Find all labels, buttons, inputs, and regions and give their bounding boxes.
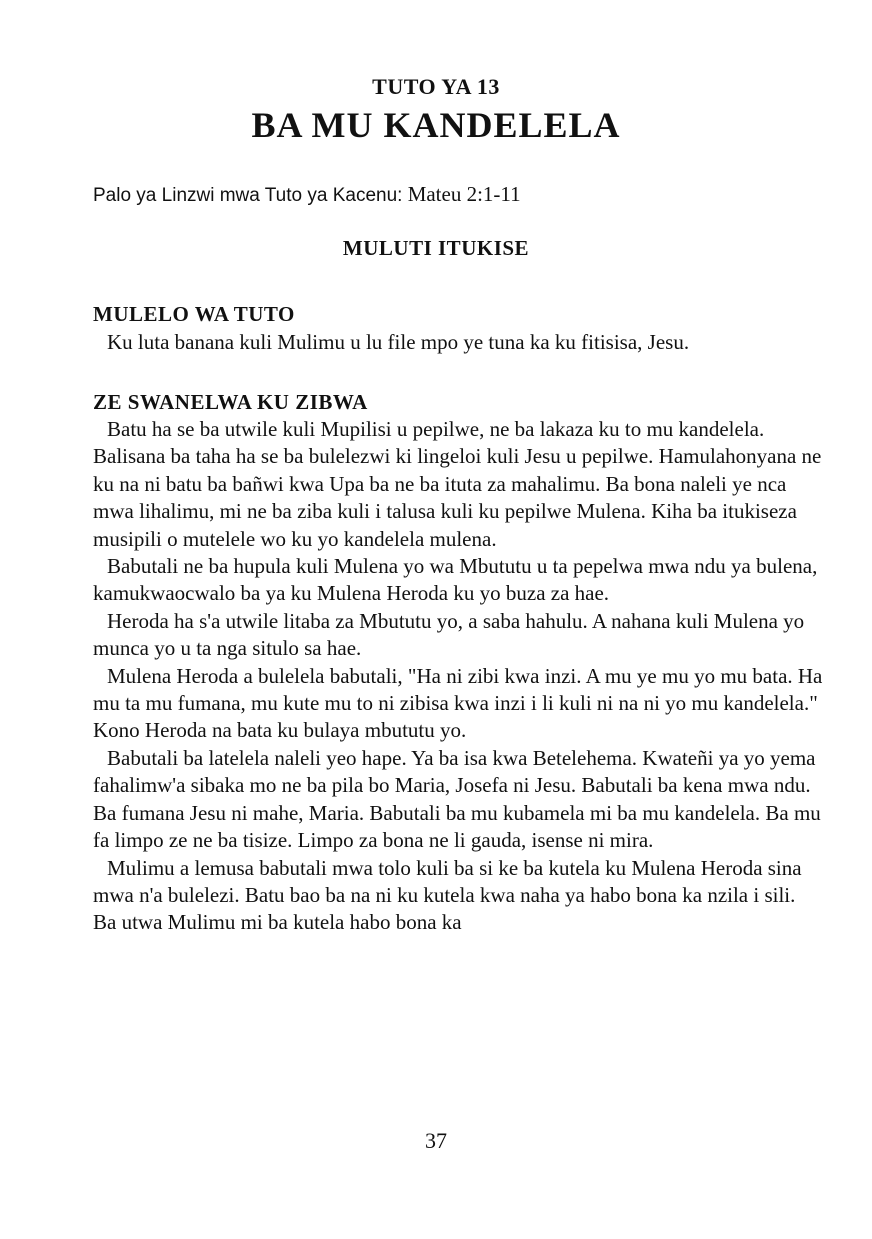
objective-heading: MULELO WA TUTO [93, 302, 295, 326]
story-paragraph: Heroda ha s'a utwile litaba za Mbututu yo, a saba hahulu. A nahana kuli Mulena yo munca yo u ta nga situlo sa hae. [93, 608, 805, 661]
story-heading: ZE SWANELWA KU ZIBWA [93, 390, 368, 414]
scripture-reading-label: Palo ya Linzwi mwa Tuto ya Kacenu: [93, 185, 403, 206]
objective-text: Ku luta banana kuli Mulimu u lu file mpo ye tuna ka ku fitisisa, Jesu. [107, 330, 690, 354]
page-number: 37 [425, 1128, 447, 1153]
objective-text-block [93, 329, 823, 356]
story-paragraph: Mulena Heroda a bulelela babutali, "Ha ni zibi kwa inzi. A mu ye mu yo mu bata. Ha mu ta mu fumana, mu kute mu to ni zibisa kwa inzi i li kuli ni na ni yo mu kandelela." Kono Heroda na bata ku bulaya mbututu yo. [93, 663, 823, 743]
theme-heading: MULUTI ITUKISE [342, 236, 530, 260]
story-paragraph: Batu ha se ba utwile kuli Mupilisi u pepilwe, ne ba lakaza ku to mu kandelela. Balisana ba taha ha se ba bulelezwi ki lingeloi kuli Jesu u pepilwe. Hamulahonyana ne ku na ni batu ba bañwi kwa Upa ba ne ba ituta za mahalimu. Ba bona naleli ye nca mwa lihalimu, mi ne ba ziba kuli i talusa kuli ku pepilwe Mulena. Kiha ba itukiseza musipili o mutelele wo ku yo kandelela mulena. [93, 417, 822, 551]
story-text-block [93, 416, 823, 937]
scripture-reading-line [93, 182, 521, 207]
story-paragraph: Babutali ne ba hupula kuli Mulena yo wa Mbututu u ta pepelwa mwa ndu ya bulena, kamukwaocwalo ba ya ku Mulena Heroda ku yo buza za hae. [93, 554, 818, 606]
scripture-reference: Mateu 2:1-11 [407, 182, 521, 206]
lesson-number-label: TUTO YA 13 [372, 74, 500, 99]
story-paragraph: Mulimu a lemusa babutali mwa tolo kuli ba si ke ba kutela ku Mulena Heroda sina mwa n'a bulelezi. Batu bao ba na ni ku kutela kwa naha ya habo bona ka nzila i sili. Ba utwa Mulimu mi ba kutela habo bona ka [93, 855, 802, 935]
story-paragraph: Babutali ba latelela naleli yeo hape. Ya ba isa kwa Betelehema. Kwateñi ya yo yema fahalimw'a sibaka mo ne ba pila bo Maria, Josefa ni Jesu. Babutali ba kena mwa ndu. Ba fumana Jesu ni mahe, Maria. Babutali ba mu kubamela mi ba mu kandelela. Ba mu fa limpo ze ne ba tisize. Limpo za bona ne li gauda, isense ni mira. [93, 745, 821, 853]
lesson-title: BA MU KANDELELA [251, 105, 621, 145]
